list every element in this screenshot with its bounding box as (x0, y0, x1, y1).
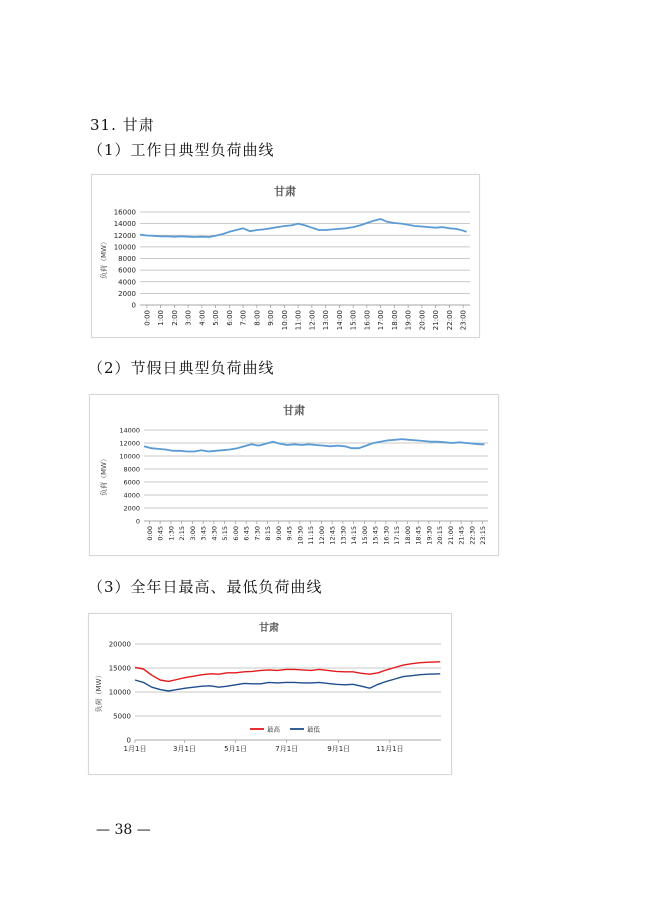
chart2-title: 甘肃 (283, 404, 305, 417)
chart1-xtick-label: 18:00 (390, 310, 399, 331)
chart2-xtick-label: 6:00 (231, 526, 240, 541)
chart2-xtick-label: 16:30 (382, 526, 391, 545)
chart2-ytick-label: 2000 (123, 504, 140, 513)
chart3-xtick-label: 5月1日 (224, 745, 248, 753)
chart1-xtick-label: 23:00 (459, 310, 468, 331)
chart1-ytick-label: 16000 (113, 208, 136, 217)
chart1-xtick-label: 20:00 (418, 310, 427, 331)
chart2-xtick-label: 11:15 (307, 526, 316, 545)
chart1-xtick-label: 22:00 (445, 310, 454, 331)
chart2-xtick-label: 8:15 (264, 526, 273, 541)
section-heading (90, 114, 155, 135)
chart1-series-line (140, 219, 467, 237)
chart2-ytick-label: 10000 (119, 452, 140, 461)
chart2-xtick-label: 14:15 (350, 526, 359, 545)
chart1-xtick-label: 6:00 (225, 310, 234, 326)
chart2-ytick-label: 4000 (123, 491, 140, 500)
chart2-xtick-label: 13:30 (339, 526, 348, 545)
chart1-xtick-label: 14:00 (335, 310, 344, 331)
chart1-xtick-label: 1:00 (157, 310, 166, 326)
chart1-xtick-label: 15:00 (349, 310, 358, 331)
chart1-xtick-label: 10:00 (280, 310, 289, 331)
subheading-holiday: （2）节假日典型负荷曲线 (88, 359, 275, 377)
chart1-xtick-label: 5:00 (212, 310, 221, 326)
chart3-ytick-label: 20000 (108, 640, 131, 649)
chart3-xtick-label: 11月1日 (376, 745, 404, 753)
chart2-ytick-label: 12000 (119, 439, 140, 448)
chart3-xtick-label: 3月1日 (173, 745, 196, 753)
chart2-xtick-label: 19:30 (425, 526, 434, 545)
chart1-xtick-label: 19:00 (404, 310, 413, 331)
chart3-legend-label-max: 最高 (267, 725, 280, 734)
chart3-ytick-label: 10000 (108, 688, 131, 697)
chart2-xtick-label: 21:45 (457, 526, 466, 545)
chart2-xtick-label: 3:00 (188, 526, 197, 541)
chart2-xtick-label: 15:00 (360, 526, 369, 545)
chart2-xtick-label: 4:30 (210, 526, 219, 541)
chart3-xtick-label: 7月1日 (275, 745, 299, 753)
chart3-ytick-label: 0 (126, 736, 131, 745)
chart2-xtick-label: 18:00 (403, 526, 412, 545)
chart1-ytick-label: 14000 (113, 220, 136, 229)
chart1-xtick-label: 17:00 (377, 310, 386, 331)
chart1-xtick-label: 8:00 (253, 310, 262, 326)
chart-workday (91, 174, 480, 338)
chart2-xtick-label: 0:45 (156, 526, 165, 541)
chart2-xtick-label: 5:15 (221, 526, 230, 541)
section-name: 甘肃 (122, 116, 155, 134)
chart1-xtick-label: 21:00 (432, 310, 441, 331)
chart2-ytick-label: 0 (135, 517, 140, 526)
chart3-series-line-min (135, 674, 440, 691)
chart1-xtick-label: 11:00 (294, 310, 303, 331)
chart-workday-svg (92, 175, 479, 337)
chart2-xtick-label: 17:15 (393, 526, 402, 545)
chart2-ytick-label: 6000 (123, 478, 140, 487)
chart-annual (88, 613, 452, 775)
chart2-xtick-label: 21:00 (446, 526, 455, 545)
chart2-xtick-label: 10:30 (296, 526, 305, 545)
chart2-ytick-label: 14000 (119, 426, 140, 435)
subheading-workday: （1）工作日典型负荷曲线 (88, 141, 275, 159)
chart2-xtick-label: 6:45 (242, 526, 251, 541)
chart1-xtick-label: 9:00 (267, 310, 276, 326)
chart3-ylabel: 负荷（MW） (95, 671, 103, 713)
chart2-xtick-label: 2:15 (178, 526, 187, 541)
chart1-ytick-label: 8000 (118, 255, 136, 263)
chart1-ytick-label: 0 (131, 301, 136, 310)
chart2-series-line (144, 439, 484, 451)
chart-holiday-svg (90, 395, 498, 555)
chart3-title: 甘肃 (259, 623, 279, 634)
chart1-xtick-label: 3:00 (184, 310, 193, 326)
chart1-xtick-label: 12:00 (308, 310, 317, 331)
chart1-ytick-label: 2000 (118, 289, 136, 298)
chart2-xtick-label: 22:30 (468, 526, 477, 545)
chart2-xtick-label: 9:45 (285, 526, 294, 541)
chart1-xtick-label: 0:00 (143, 310, 152, 326)
section-number: 31. (90, 116, 117, 134)
chart1-ytick-label: 10000 (113, 243, 136, 252)
chart3-ytick-label: 5000 (113, 712, 131, 721)
chart2-xtick-label: 15:45 (371, 526, 380, 545)
chart2-xtick-label: 12:45 (328, 526, 337, 545)
chart3-xtick-label: 1月1日 (123, 745, 147, 753)
subheading-annual: （3）全年日最高、最低负荷曲线 (88, 578, 323, 596)
chart-holiday (89, 394, 499, 556)
chart2-xtick-label: 9:00 (274, 526, 283, 541)
chart1-title: 甘肃 (274, 185, 296, 198)
chart1-xtick-label: 4:00 (198, 310, 207, 326)
chart1-xtick-label: 13:00 (322, 310, 331, 331)
chart3-legend-label-min: 最低 (307, 725, 320, 734)
chart2-xtick-label: 23:15 (479, 526, 488, 545)
chart1-ylabel: 负荷（MW） (100, 238, 108, 279)
chart1-xtick-label: 7:00 (239, 310, 248, 326)
chart3-ytick-label: 15000 (108, 664, 131, 673)
chart1-xtick-label: 2:00 (170, 310, 179, 326)
chart2-xtick-label: 20:15 (436, 526, 445, 545)
chart2-xtick-label: 12:00 (317, 526, 326, 545)
chart1-xtick-label: 16:00 (363, 310, 372, 331)
chart1-ytick-label: 4000 (118, 278, 136, 287)
chart3-xtick-label: 9月1日 (327, 745, 351, 753)
chart2-xtick-label: 0:00 (145, 526, 154, 541)
chart2-xtick-label: 7:30 (253, 526, 262, 541)
chart2-xtick-label: 3:45 (199, 526, 208, 541)
chart2-ytick-label: 8000 (123, 465, 140, 474)
chart2-xtick-label: 18:45 (414, 526, 423, 545)
chart2-xtick-label: 1:30 (167, 526, 176, 541)
page-number: — 38 — (96, 822, 151, 838)
chart2-ylabel: 负荷（MW） (100, 455, 108, 496)
chart1-ytick-label: 12000 (113, 231, 136, 240)
chart1-ytick-label: 6000 (118, 266, 136, 275)
chart-annual-svg (89, 614, 451, 774)
